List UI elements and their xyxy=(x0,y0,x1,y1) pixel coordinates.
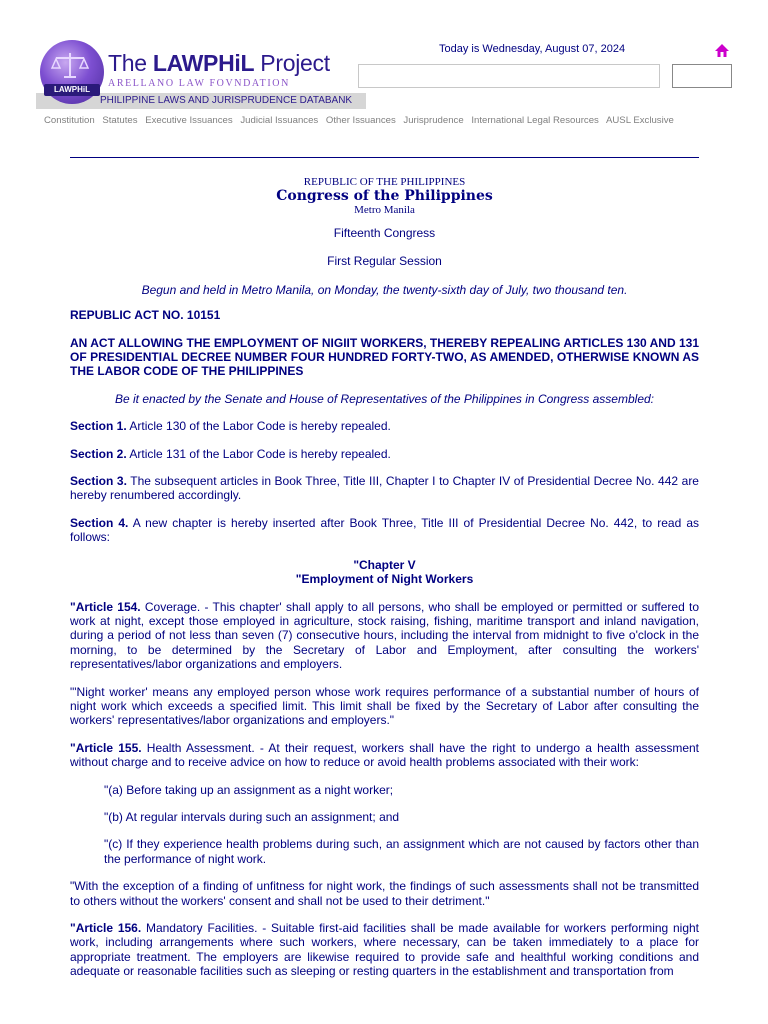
search-button[interactable] xyxy=(672,64,732,88)
nav-judicial-issuances[interactable]: Judicial Issuances xyxy=(240,115,319,126)
article-155-label: "Article 155. xyxy=(70,740,142,755)
begun-statement: Begun and held in Metro Manila, on Monday, the twenty-sixth day of July, two thousand ten. xyxy=(141,282,628,297)
congress-heading: Congress of the Philippines xyxy=(276,188,493,204)
current-date: Today is Wednesday, August 07, 2024 xyxy=(439,43,626,55)
article-156-label: "Article 156. xyxy=(70,921,142,935)
article-154-label: "Article 154. xyxy=(70,599,141,614)
section-2-text: Article 131 of the Labor Code is hereby repealed. xyxy=(126,446,391,461)
header-divider xyxy=(70,157,699,158)
night-worker-definition: "'Night worker' means any employed person whose work requires performance of a substantial number of hours of night work which exceeds a specified limit. This limit shall be fixed by the Secretary of Labor after consulting the workers' representatives/labor organizations and employers." xyxy=(70,684,699,728)
act-number: REPUBLIC ACT NO. 10151 xyxy=(70,308,221,323)
nav-jurisprudence[interactable]: Jurisprudence xyxy=(403,115,464,126)
section-4-label: Section 4. xyxy=(70,515,129,530)
logo-subtitle: ARELLANO LAW FOVNDATION xyxy=(108,78,290,89)
article-154 xyxy=(70,600,699,672)
home-icon[interactable] xyxy=(714,43,730,59)
search-input[interactable] xyxy=(358,64,660,88)
act-title: AN ACT ALLOWING THE EMPLOYMENT OF NIGIIT WORKERS, THEREBY REPEALING ARTICLES 130 AND 131 OF PRESIDENTIAL DECREE NUMBER FOUR HUNDRED FORTY-TWO, AS AMENDED, OTHERWISE KNOWN AS THE LABOR CODE OF THE PHILIPPINES xyxy=(70,335,699,379)
scales-of-justice-icon xyxy=(50,50,90,80)
enacting-clause: Be it enacted by the Senate and House of Representatives of the Philippines in Congress assembled: xyxy=(115,391,654,406)
logo-title-bold: LAWPHiL xyxy=(152,50,255,76)
article-155 xyxy=(70,741,699,770)
section-3-text: The subsequent articles in Book Three, Title III, Chapter I to Chapter IV of Presidential Decree No. 442 are hereby renumbered accordingly. xyxy=(70,474,699,503)
nav-statutes[interactable]: Statutes xyxy=(102,115,138,126)
congress-number: Fifteenth Congress xyxy=(333,226,436,240)
logo-databank-text: PHILIPPINE LAWS AND JURISPRUDENCE DATABANK xyxy=(100,95,353,106)
section-1 xyxy=(70,419,699,433)
article-155-item-c: "(c) If they experience health problems during such, an assignment which are not caused by factors other than the performance of night work. xyxy=(104,837,699,866)
article-155-text: Health Assessment. - At their request, workers shall have the right to undergo a health assessment without charge and to receive advice on how to reduce or avoid health problems associated with their work: xyxy=(70,740,699,770)
section-4-text: A new chapter is hereby inserted after Book Three, Title III of Presidential Decree No. 442, to read as follows: xyxy=(70,515,700,545)
assessment-exception: "With the exception of a finding of unfitness for night work, the findings of such assessments shall not be transmitted to others without the workers' consent and shall not be used to their detriment." xyxy=(70,879,699,908)
chapter-title: "Employment of Night Workers xyxy=(295,572,474,587)
section-1-label: Section 1. xyxy=(70,419,127,434)
document-body xyxy=(70,176,699,979)
logo-title xyxy=(108,50,330,77)
section-2-label: Section 2. xyxy=(70,446,127,461)
article-155-item-a: "(a) Before taking up an assignment as a night worker; xyxy=(104,782,394,797)
section-3-label: Section 3. xyxy=(70,474,127,489)
main-nav xyxy=(44,115,744,126)
article-156-text: Mandatory Facilities. - Suitable first-aid facilities shall be made available for workers performing night work, including arrangements where such workers, where necessary, can be taken immediately to a place for appropriate treatment. The employers are likewise required to provide safe and healthful working conditions and adequate or reasonable facilities such as sleeping or resting quarters in the establishment and transportation from xyxy=(70,921,700,979)
logo-title-pre: The xyxy=(108,50,153,76)
section-3 xyxy=(70,474,699,503)
republic-heading: REPUBLIC OF THE PHILIPPINES xyxy=(303,176,466,188)
section-4 xyxy=(70,516,699,545)
chapter-heading: "Chapter V xyxy=(353,557,416,572)
site-header xyxy=(0,0,768,140)
section-1-text: Article 130 of the Labor Code is hereby repealed. xyxy=(126,419,391,434)
article-154-text: Coverage. - This chapter' shall apply to all persons, who shall be employed or permitted or suffered to work at night, except those employed in agriculture, stock raising, fishing, maritime transport and inland navigation, during a period of not less than seven (7) consecutive hours, including the interval from midnight to five o'clock in the morning, to be determined by the Secretary of Labor and Employment, after consulting the workers' representatives/labor organizations and employers. xyxy=(70,599,699,672)
nav-other-issuances[interactable]: Other Issuances xyxy=(325,115,396,126)
city-heading: Metro Manila xyxy=(354,204,415,216)
site-logo[interactable] xyxy=(36,40,366,112)
nav-ausl-exclusive[interactable]: AUSL Exclusive xyxy=(605,115,674,126)
logo-badge: LAWPHiL xyxy=(44,84,100,96)
section-2 xyxy=(70,447,699,461)
nav-executive-issuances[interactable]: Executive Issuances xyxy=(145,115,233,126)
nav-international-legal-resources[interactable]: International Legal Resources xyxy=(471,115,599,126)
article-156 xyxy=(70,921,699,979)
nav-constitution[interactable]: Constitution xyxy=(44,115,95,126)
session-name: First Regular Session xyxy=(327,254,442,269)
logo-title-post: Project xyxy=(254,50,330,76)
article-155-item-b: "(b) At regular intervals during such an assignment; and xyxy=(104,809,400,824)
